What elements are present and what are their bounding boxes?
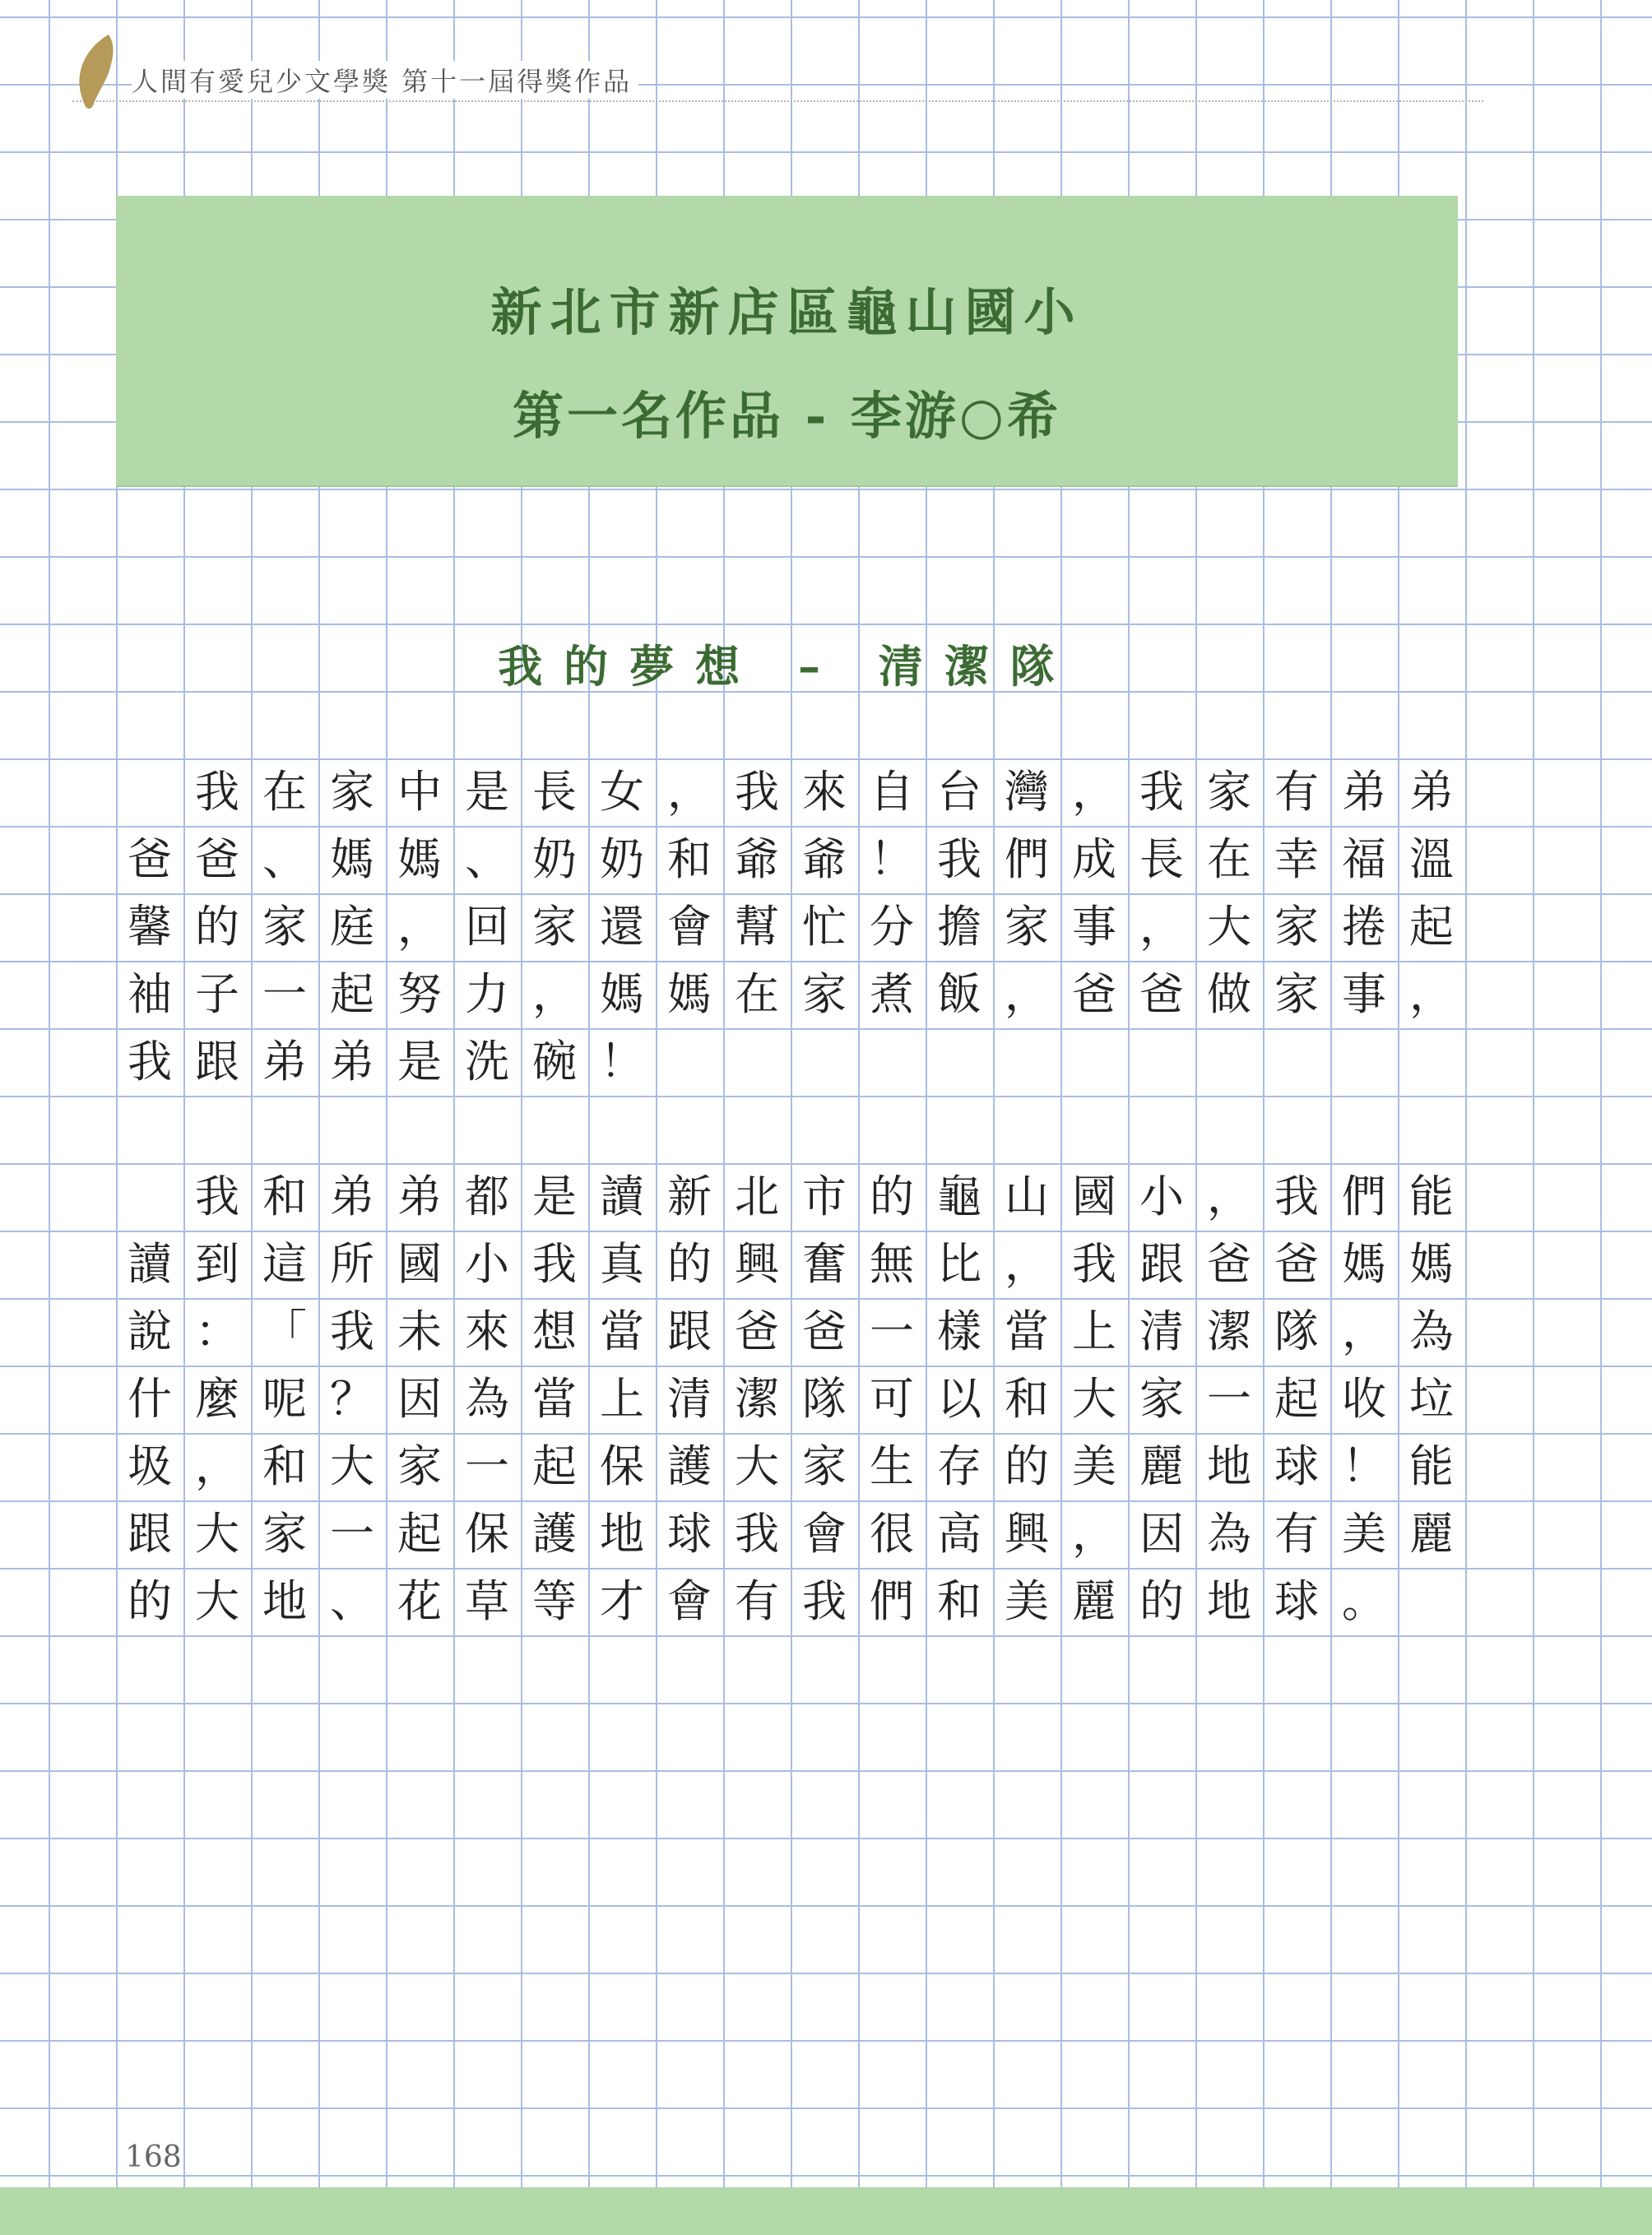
school-name: 新北市新店區龜山國小 — [490, 282, 1084, 342]
page-number: 168 — [125, 2140, 182, 2174]
essay-line: 圾 ， 和 大 家 一 起 保 護 大 家 生 存 的 美 麗 地 球 ！ 能 — [128, 1440, 1454, 1492]
page-header — [72, 33, 1483, 102]
header-title: 人間有愛兒少文學獎 第十一屆得獎作品 — [132, 61, 638, 99]
award-author: 第一名作品 - 李游○希 — [512, 386, 1061, 446]
essay-line: 跟 大 家 一 起 保 護 地 球 我 會 很 高 興 ， 因 為 有 美 麗 — [128, 1508, 1454, 1560]
essay-line — [116, 1096, 1465, 1163]
essay-line: 馨 的 家 庭 ， 回 家 還 會 幫 忙 分 擔 家 事 ， 大 家 捲 起 — [128, 901, 1454, 953]
essay-line: 的 大 地 、 花 草 等 才 會 有 我 們 和 美 麗 的 地 球 。 — [128, 1575, 1386, 1627]
essay-line: 我 跟 弟 弟 是 洗 碗 ！ — [128, 1036, 644, 1087]
footer-band — [0, 2187, 1652, 2235]
essay-line: 爸 爸 、 媽 媽 、 奶 奶 和 爺 爺 ！ 我 們 成 長 在 幸 福 溫 — [128, 833, 1454, 885]
essay-title: 我的夢想 – 清潔隊 — [498, 640, 1076, 693]
essay-line: 什 麼 呢 ？ 因 為 當 上 清 潔 隊 可 以 和 大 家 一 起 收 垃 — [128, 1373, 1454, 1425]
essay-line: 讀 到 這 所 國 小 我 真 的 興 奮 無 比 ， 我 跟 爸 爸 媽 媽 — [128, 1238, 1454, 1290]
essay-line: 我 在 家 中 是 長 女 ， 我 來 自 台 灣 ， 我 家 有 弟 弟 — [195, 766, 1454, 818]
essay-line: 袖 子 一 起 努 力 ， 媽 媽 在 家 煮 飯 ， 爸 爸 做 家 事 ， — [128, 968, 1454, 1020]
essay-line: 說 ： 「 我 未 來 想 當 跟 爸 爸 一 樣 當 上 清 潔 隊 ， 為 — [128, 1305, 1454, 1357]
title-box — [116, 196, 1458, 487]
taiwan-leaf-icon — [72, 33, 122, 112]
essay-line: 我 和 弟 弟 都 是 讀 新 北 市 的 龜 山 國 小 ， 我 們 能 — [195, 1171, 1454, 1222]
